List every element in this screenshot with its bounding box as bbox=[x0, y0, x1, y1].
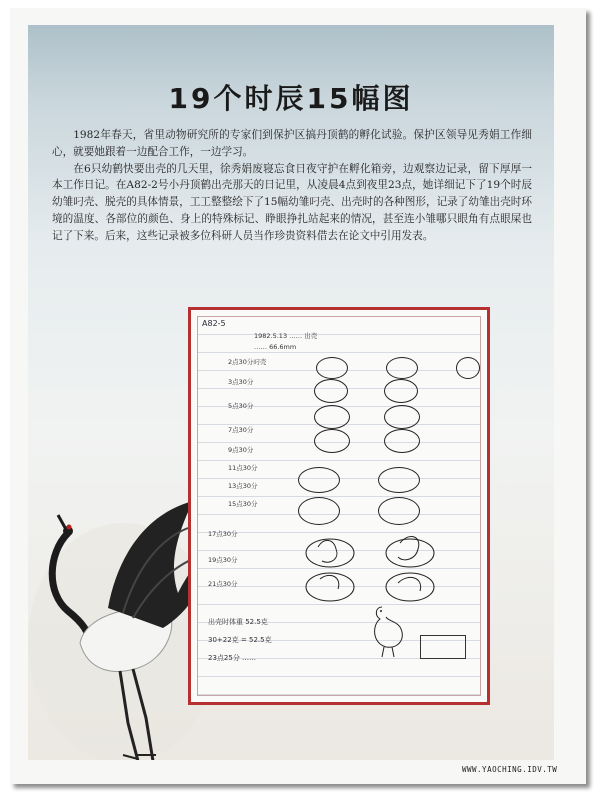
intro-paragraph-1: 1982年春天，省里动物研究所的专家们到保护区搞丹顶鹤的孵化试验。保护区领导见秀娟工作细心，就要她跟着一边配合工作，一边学习。 bbox=[52, 129, 532, 158]
egg-sketch bbox=[314, 379, 348, 403]
intro-paragraph-2: 在6只幼鹤快要出壳的几天里，徐秀娟废寝忘食日夜守护在孵化箱旁，边观察边记录，留下厚厚一本工作日记。在A82-2号小丹顶鹤出壳那天的日记里，从凌晨4点到夜里23点，她详细记下了19个时辰幼雏叼壳、脱壳的具体情景，工工整整绘下了15幅幼雏叼壳、出壳时的各种图形，记录了幼雏出壳时环境的温度、各部位的颜色、身上的特殊标记、睁眼挣扎站起来的情况，甚至连小雏哪只眼角有点眼屎也记了下来。后来，这些记录被多位科研人员当作珍贵资料借去在论文中引用发表。 bbox=[52, 162, 532, 242]
notebook-note: 23点25分 …… bbox=[208, 654, 257, 662]
egg-sketch bbox=[386, 357, 418, 379]
egg-sketch bbox=[298, 497, 340, 525]
hatchling-sketches bbox=[290, 525, 460, 605]
notebook-row: 21点30分 bbox=[208, 580, 238, 588]
notebook-row: 15点30分 bbox=[228, 500, 258, 508]
egg-sketch bbox=[384, 405, 420, 429]
intro-text bbox=[52, 127, 532, 245]
notebook-note: 出壳时体重 52.5克 bbox=[208, 618, 268, 626]
notebook-row: 2点30分叼壳 bbox=[228, 358, 267, 366]
notebook-lined-paper bbox=[197, 316, 481, 696]
egg-sketch bbox=[314, 429, 350, 453]
egg-sketch bbox=[314, 405, 350, 429]
egg-sketch bbox=[378, 497, 420, 525]
notebook-row: 3点30分 bbox=[228, 378, 254, 386]
notebook-row: 5点30分 bbox=[228, 402, 254, 410]
notebook-subheader: 1982.5.13 …… 出壳 bbox=[254, 332, 318, 340]
panel-title: 19个时辰15幅图 bbox=[168, 82, 414, 115]
notebook-boxed-note bbox=[420, 635, 466, 659]
egg-sketch bbox=[378, 467, 420, 493]
egg-sketch bbox=[298, 467, 340, 493]
exhibit-panel bbox=[28, 25, 554, 760]
site-watermark: WWW.YAOCHING.IDV.TW bbox=[462, 765, 558, 774]
notebook-row: 11点30分 bbox=[228, 464, 258, 472]
chick-sketch bbox=[362, 599, 422, 659]
egg-sketch bbox=[384, 379, 418, 403]
notebook-row: 13点30分 bbox=[228, 482, 258, 490]
notebook-page-image bbox=[188, 307, 490, 705]
notebook-row: 17点30分 bbox=[208, 530, 238, 538]
notebook-header: A82-5 bbox=[202, 319, 226, 328]
egg-sketch bbox=[456, 357, 480, 379]
notebook-row: 7点30分 bbox=[228, 426, 254, 434]
notebook-subheader-2: …… 66.6mm bbox=[254, 343, 297, 351]
notebook-note: 30+22克 = 52.5克 bbox=[208, 636, 272, 644]
notebook-row: 19点30分 bbox=[208, 556, 238, 564]
egg-sketch bbox=[316, 357, 348, 379]
notebook-row: 9点30分 bbox=[228, 446, 254, 454]
egg-sketch bbox=[384, 429, 420, 453]
